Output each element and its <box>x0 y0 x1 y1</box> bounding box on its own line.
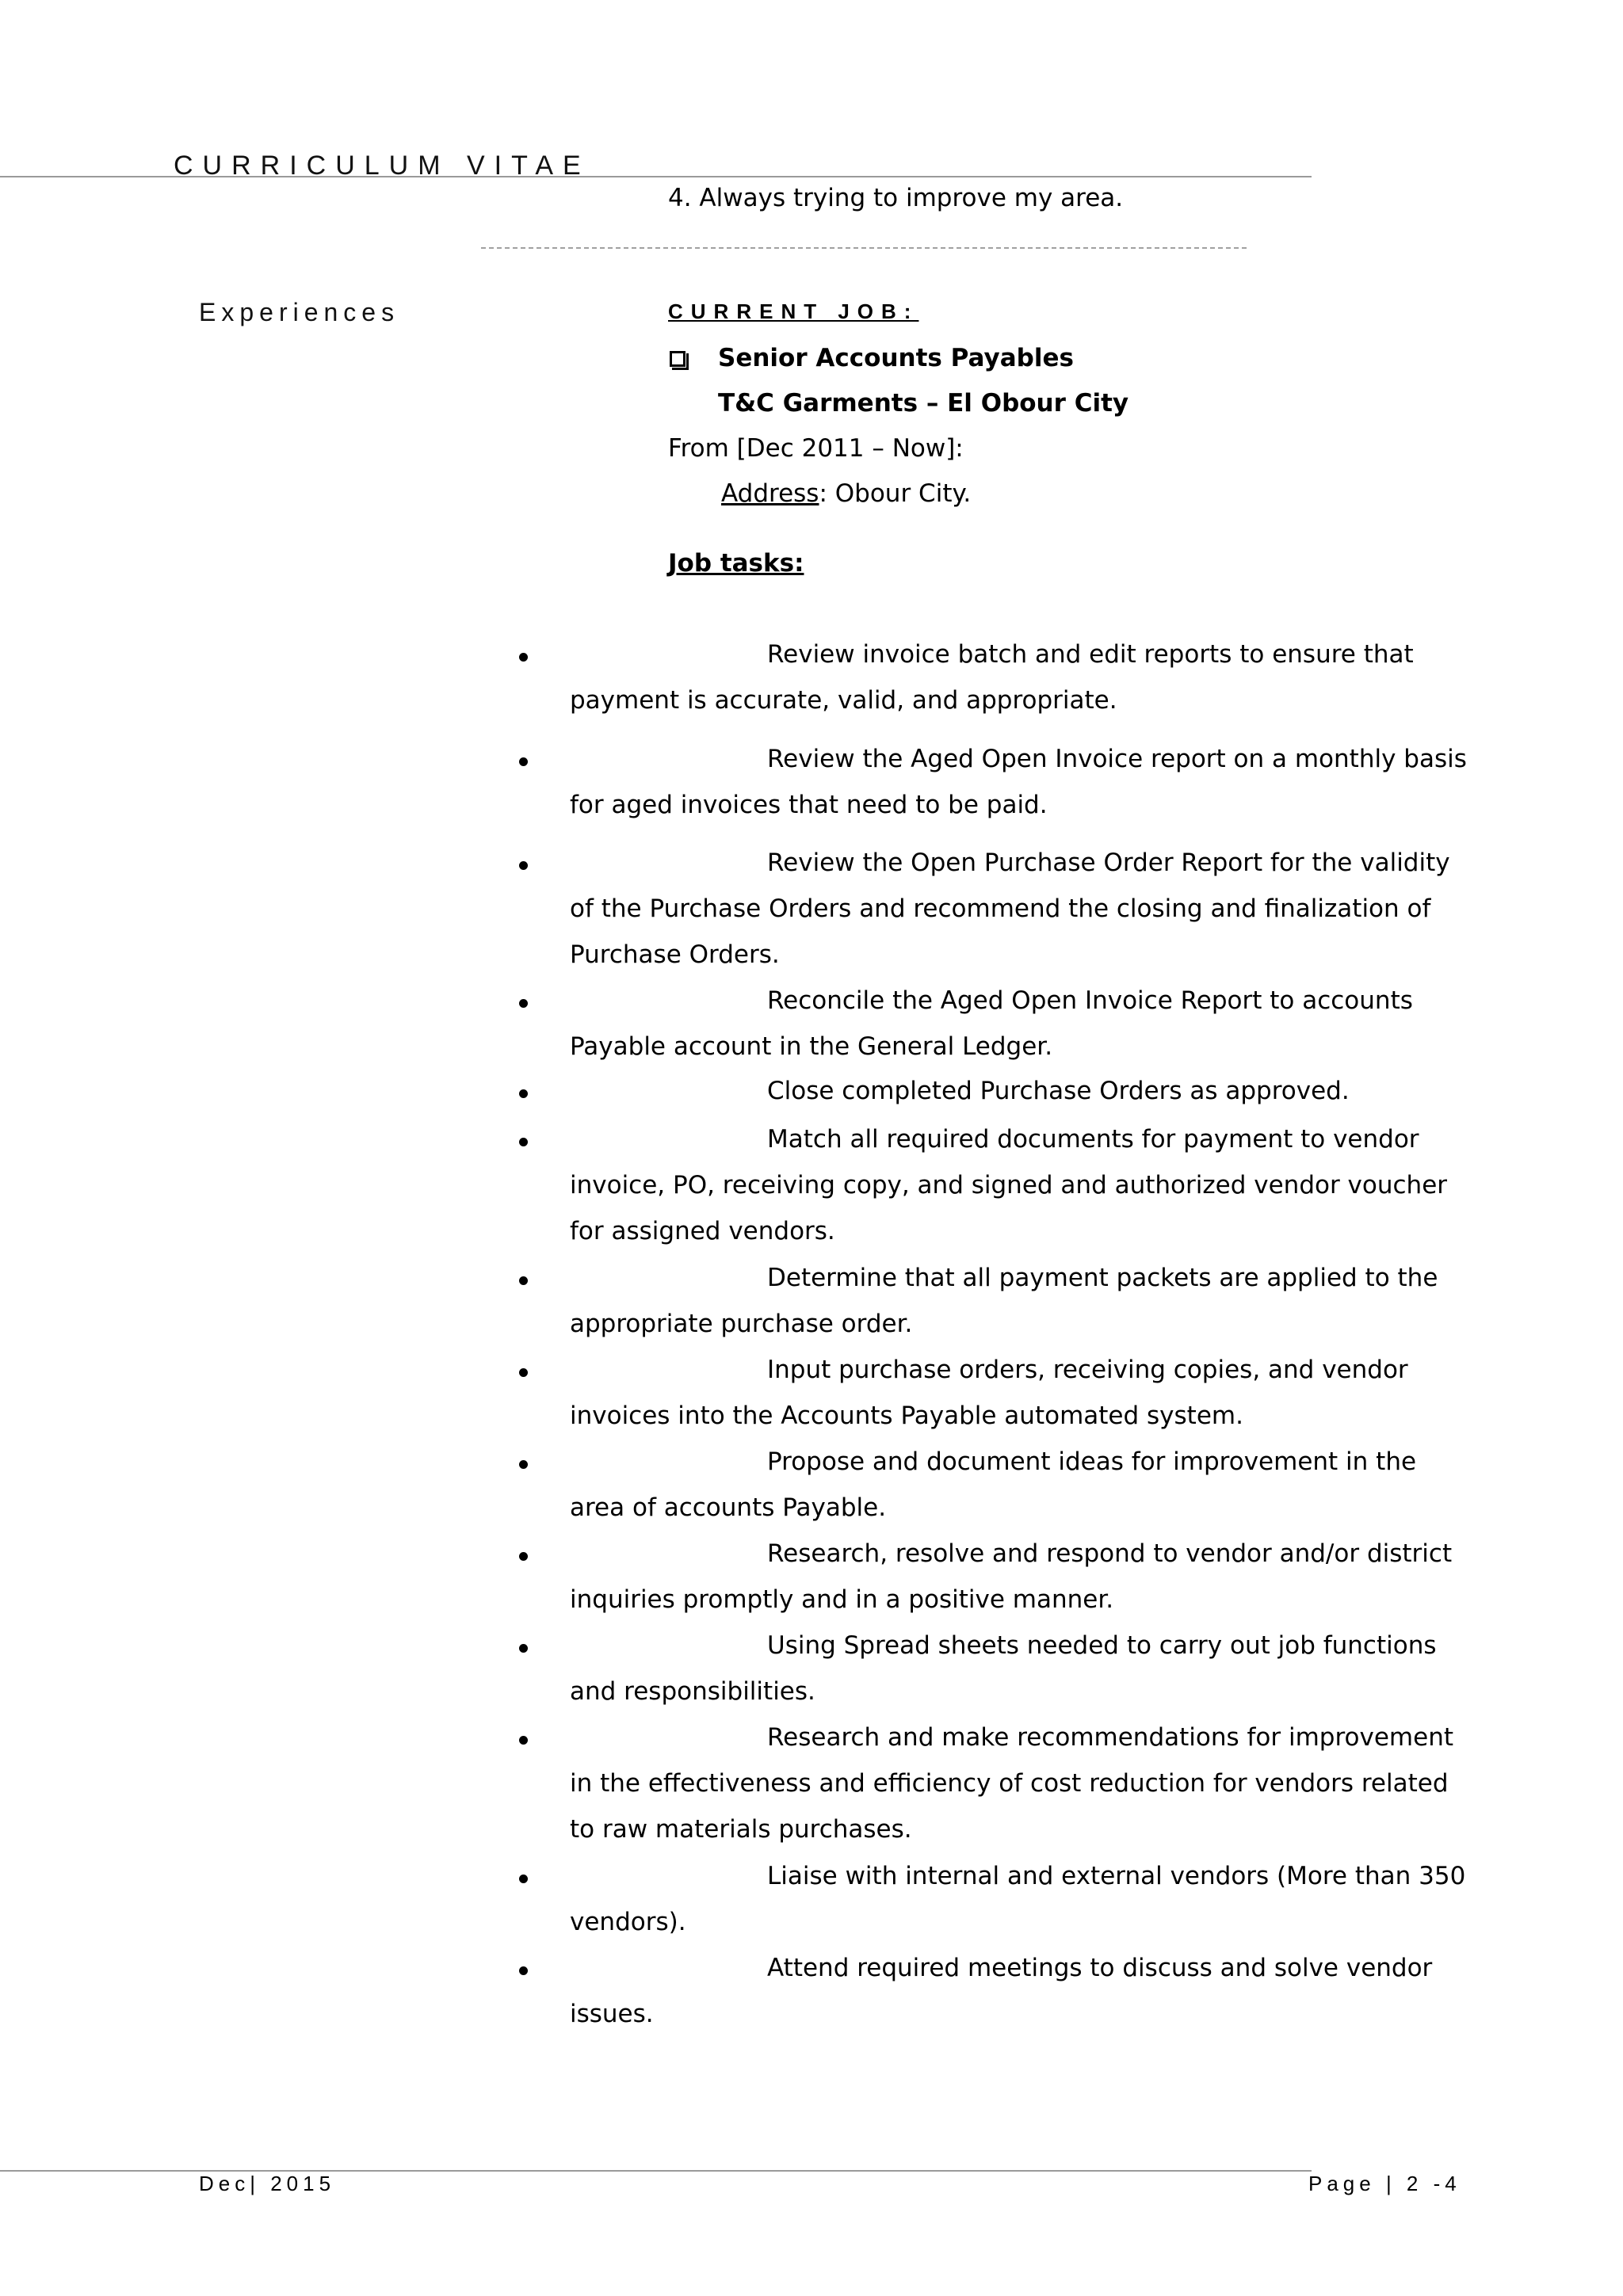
footer-page-number: Page | 2 -4 <box>1308 2172 1461 2195</box>
bullet-icon <box>519 1644 528 1653</box>
footer-divider <box>0 2170 1312 2172</box>
job-task-line: Purchase Orders. <box>570 940 780 969</box>
job-task-line: in the effectiveness and efficiency of cost reduction for vendors related <box>570 1769 1449 1798</box>
job-task-line: Research and make recommendations for improvement <box>767 1723 1454 1752</box>
checkbox-bullet-icon <box>670 351 685 367</box>
job-period: From [Dec 2011 – Now]: <box>668 434 964 463</box>
job-task-line: Attend required meetings to discuss and solve vendor <box>767 1954 1433 1982</box>
job-task-line: Research, resolve and respond to vendor and/or district <box>767 1539 1453 1568</box>
bullet-icon <box>519 1552 528 1561</box>
bullet-icon <box>519 1089 528 1098</box>
job-task-line: Close completed Purchase Orders as approved. <box>767 1077 1350 1105</box>
section-label-experiences: Experiences <box>199 298 400 326</box>
job-task-line: Determine that all payment packets are applied to the <box>767 1264 1438 1292</box>
job-task-line: Review the Open Purchase Order Report for the validity <box>767 849 1450 877</box>
footer-date: Dec| 2015 <box>199 2172 336 2195</box>
job-task-line: to raw materials purchases. <box>570 1815 912 1844</box>
job-task-line: of the Purchase Orders and recommend the closing and finalization of <box>570 894 1431 923</box>
job-title: Senior Accounts Payables <box>718 344 1074 372</box>
dashed-separator <box>481 247 1247 249</box>
job-task-line: appropriate purchase order. <box>570 1310 913 1338</box>
company-name: T&C Garments – El Obour City <box>718 389 1129 418</box>
job-task-line: payment is accurate, valid, and appropriate. <box>570 686 1117 715</box>
job-task-line: and responsibilities. <box>570 1677 815 1706</box>
job-task-line: Reconcile the Aged Open Invoice Report to accounts <box>767 986 1413 1015</box>
job-task-line: Review invoice batch and edit reports to ensure that <box>767 640 1414 669</box>
job-task-line: Propose and document ideas for improvement in the <box>767 1447 1417 1476</box>
bullet-icon <box>519 757 528 766</box>
job-task-line: Payable account in the General Ledger. <box>570 1032 1053 1061</box>
address-label: Address <box>721 479 819 508</box>
job-task-line: for aged invoices that need to be paid. <box>570 791 1048 819</box>
header-title: CURRICULUM VITAE <box>174 151 590 181</box>
bullet-icon <box>519 1875 528 1883</box>
bullet-icon <box>519 1276 528 1285</box>
job-task-line: invoices into the Accounts Payable automated system. <box>570 1402 1243 1430</box>
job-task-line: Using Spread sheets needed to carry out job functions <box>767 1631 1437 1660</box>
bullet-icon <box>519 653 528 662</box>
job-task-line: issues. <box>570 2000 654 2028</box>
bullet-icon <box>519 1736 528 1745</box>
header-divider <box>0 176 1312 177</box>
job-task-line: Liaise with internal and external vendors (More than 350 <box>767 1862 1466 1890</box>
job-address <box>721 479 971 508</box>
job-task-line: Review the Aged Open Invoice report on a monthly basis <box>767 745 1467 773</box>
bullet-icon <box>519 999 528 1008</box>
job-task-line: area of accounts Payable. <box>570 1493 887 1522</box>
job-task-line: Match all required documents for payment to vendor <box>767 1125 1419 1154</box>
job-task-line: inquiries promptly and in a positive manner. <box>570 1585 1114 1614</box>
bullet-icon <box>519 861 528 870</box>
bullet-icon <box>519 1368 528 1377</box>
job-task-line: Input purchase orders, receiving copies, and vendor <box>767 1356 1408 1384</box>
bullet-icon <box>519 1966 528 1975</box>
job-task-line: vendors). <box>570 1908 686 1936</box>
address-value: : Obour City. <box>819 479 972 508</box>
current-job-heading: CURRENT JOB: <box>668 299 919 323</box>
job-tasks-heading: Job tasks: <box>668 549 804 578</box>
job-task-line: invoice, PO, receiving copy, and signed and authorized vendor voucher <box>570 1171 1448 1199</box>
bullet-icon <box>519 1138 528 1146</box>
job-task-line: for assigned vendors. <box>570 1217 835 1245</box>
intro-line: 4. Always trying to improve my area. <box>668 184 1124 212</box>
bullet-icon <box>519 1460 528 1469</box>
